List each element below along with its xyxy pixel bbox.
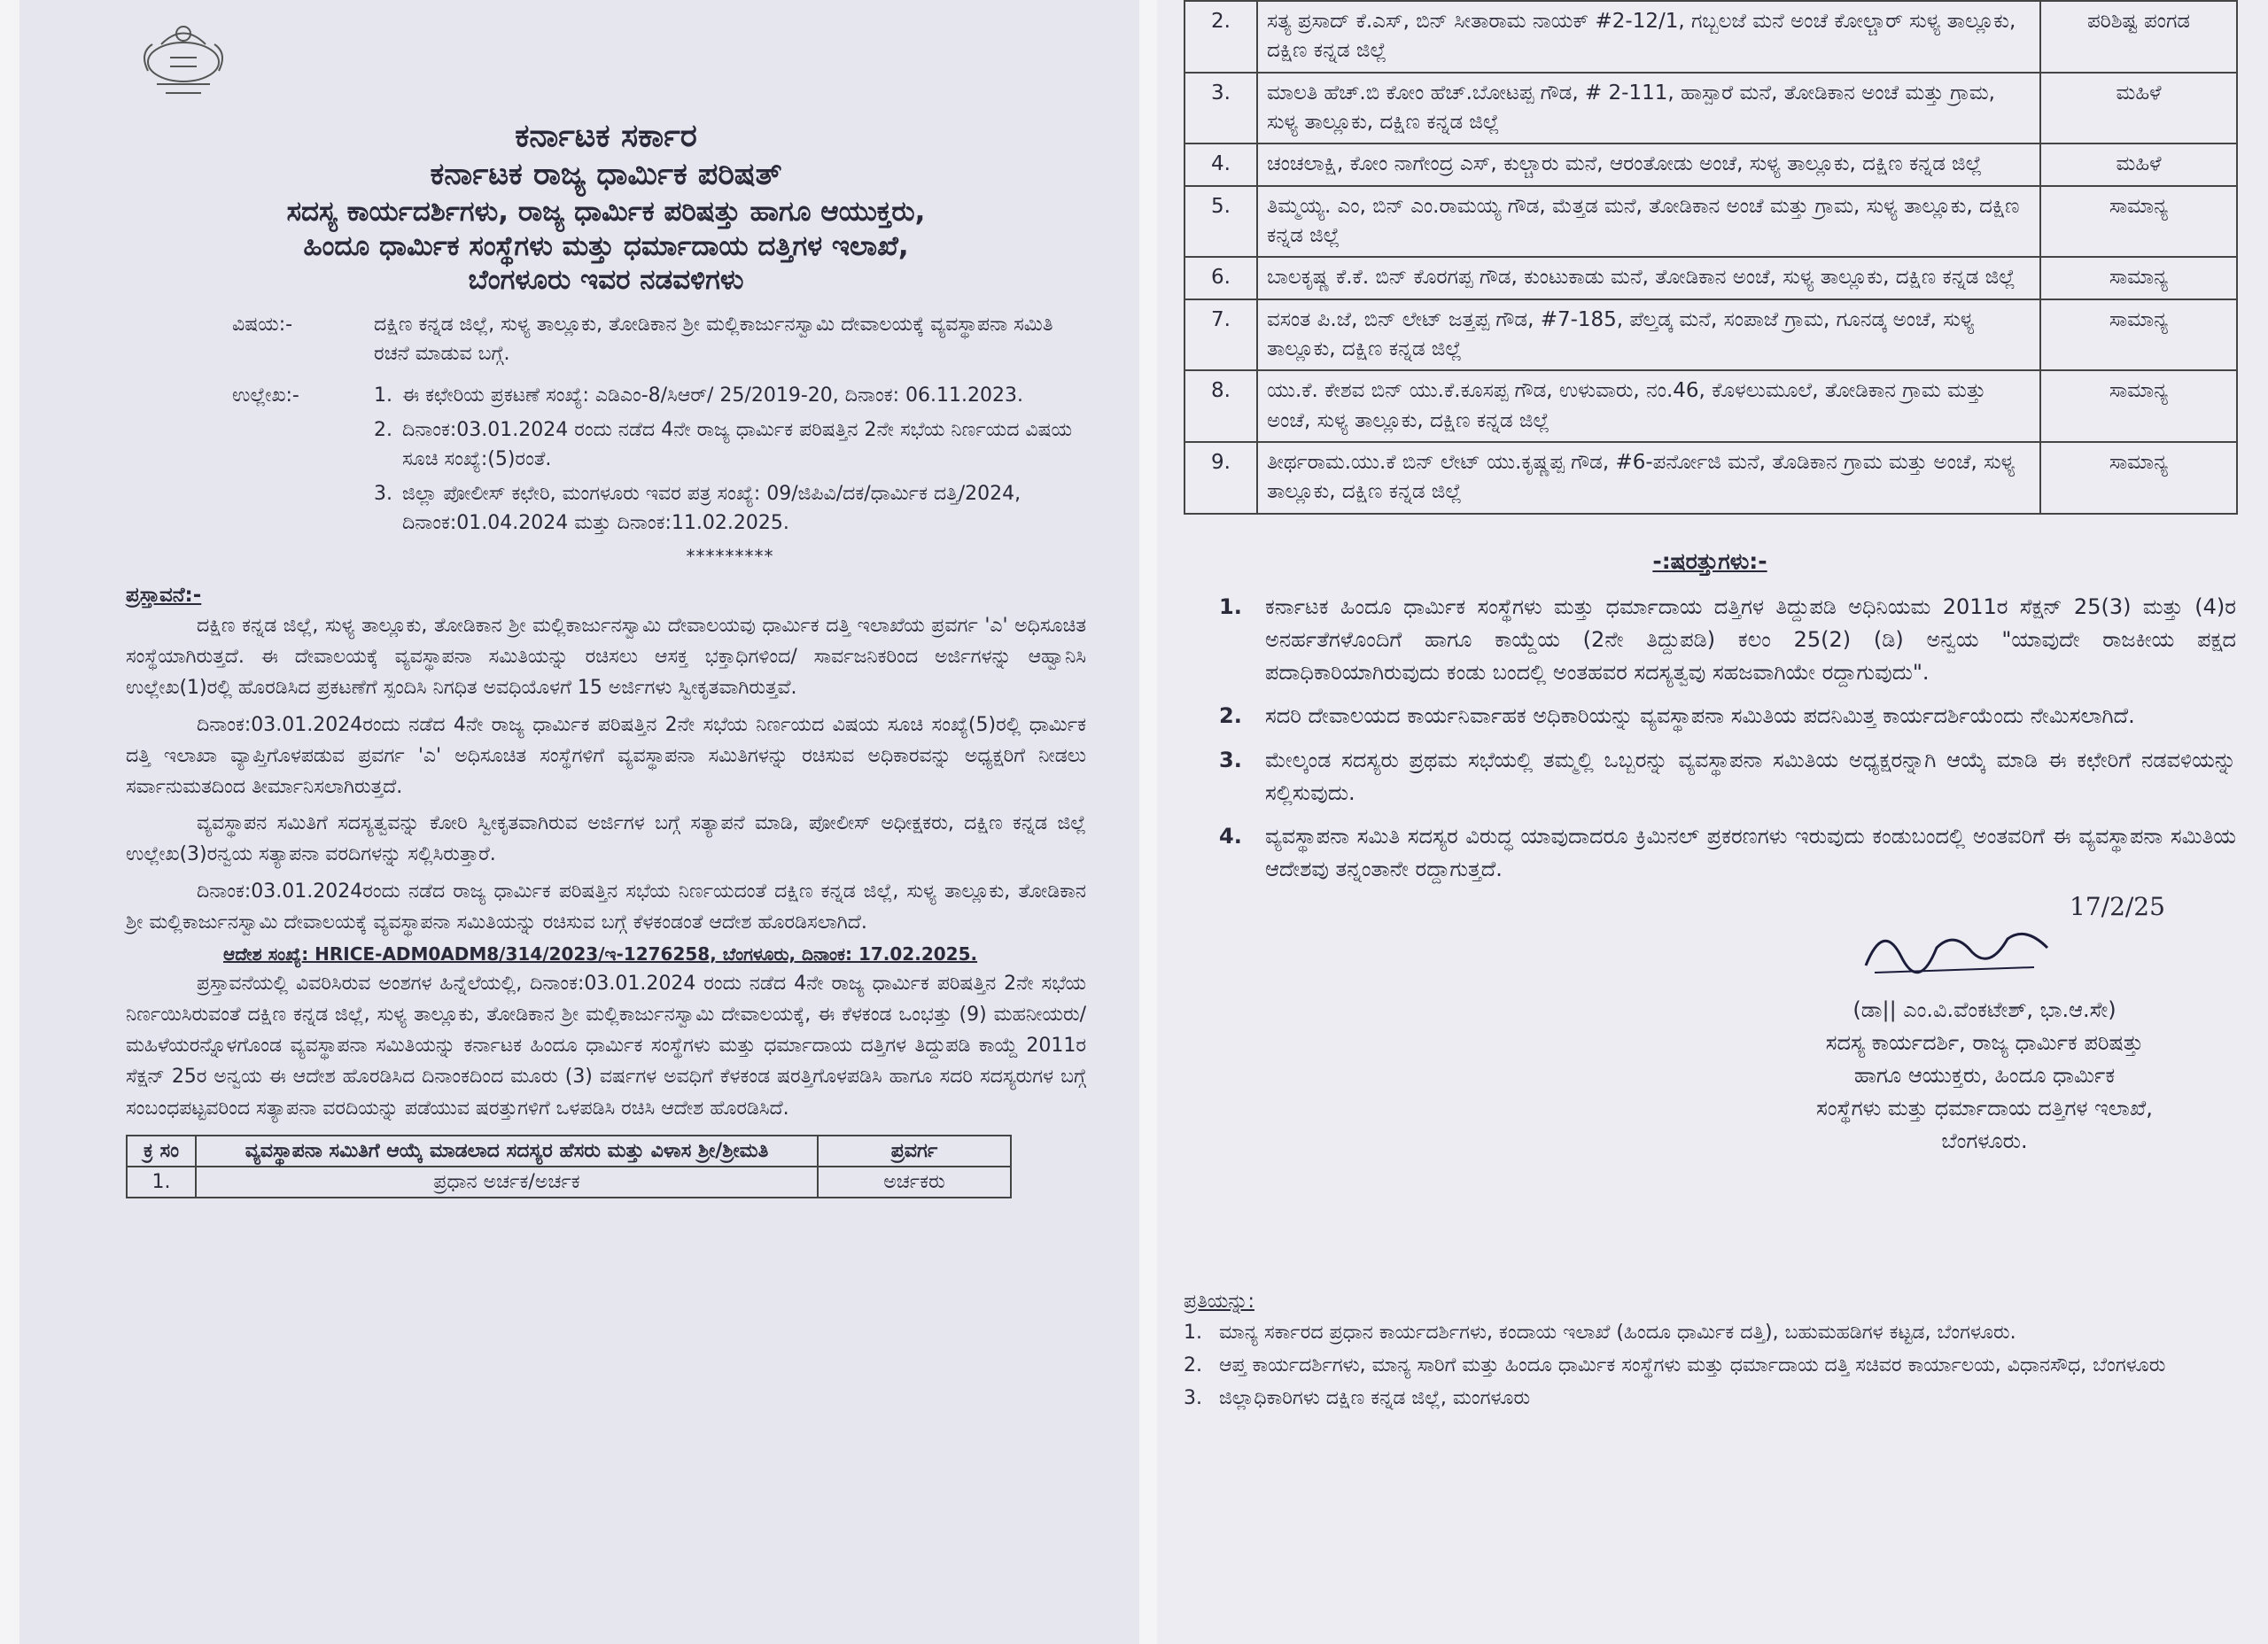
members-table-start (126, 1135, 1012, 1198)
condition-item: 2. ಸದರಿ ದೇವಾಲಯದ ಕಾರ್ಯನಿರ್ವಾಹಕ ಅಧಿಕಾರಿಯನ್ನು ವ್ಯವಸ್ಥಾಪನಾ ಸಮಿತಿಯ ಪದನಿಮಿತ್ತ ಕಾರ್ಯದರ್ಶಿಯೆಂದು ನೇಮಿಸಲಾಗಿದೆ. (1219, 703, 2135, 729)
document-page-left (19, 0, 1139, 1644)
condition-item: 4. ವ್ಯವಸ್ಥಾಪನಾ ಸಮಿತಿ ಸದಸ್ಯರ ವಿರುದ್ಧ ಯಾವುದಾದರೂ ಕ್ರಿಮಿನಲ್ ಪ್ರಕರಣಗಳು ಇರುವುದು ಕಂಡುಬಂದಲ್ಲಿ ಅಂತವರಿಗೆ ಈ ವ್ಯವಸ್ಥಾಪನಾ ಸಮಿತಿಯ ಆದೇಶವು ತನ್ನಂತಾನೇ ರದ್ದಾಗುತ್ತದೆ. (1219, 823, 2236, 882)
copy-item: 3. ಜಿಲ್ಲಾಧಿಕಾರಿಗಳು ದಕ್ಷಿಣ ಕನ್ನಡ ಜಿಲ್ಲೆ, ಮಂಗಳೂರು (1184, 1387, 1531, 1410)
subject-label: ವಿಷಯ:- (232, 314, 293, 336)
table-row: 3. ಮಾಲತಿ ಹೆಚ್.ಬಿ ಕೋಂ ಹೆಚ್.ಬೋಟಪ್ಪ ಗೌಡ, # 2-111, ಹಾಸ್ಪಾರೆ ಮನೆ, ತೋಡಿಕಾನ ಅಂಚೆ ಮತ್ತು ಗ್ರಾಮ, ಸುಳ್ಯ ತಾಲ್ಲೂಕು, ದಕ್ಷಿಣ ಕನ್ನಡ ಜಿಲ್ಲೆ ಮಹಿಳೆ (1184, 73, 2237, 144)
order-paragraph: ಪ್ರಸ್ತಾವನೆಯಲ್ಲಿ ವಿವರಿಸಿರುವ ಅಂಶಗಳ ಹಿನ್ನೆಲೆಯಲ್ಲಿ, ದಿನಾಂಕ:03.01.2024 ರಂದು ನಡೆದ 4ನೇ ರಾಜ್ಯ ಧಾರ್ಮಿಕ ಪರಿಷತ್ತಿನ 2ನೇ ಸಭೆಯ ನಿರ್ಣಯಿಸಿರುವಂತೆ ದಕ್ಷಿಣ ಕನ್ನಡ ಜಿಲ್ಲೆ, ಸುಳ್ಯ ತಾಲ್ಲೂಕು, ತೋಡಿಕಾನ ಶ್ರೀ ಮಲ್ಲಿಕಾರ್ಜುನಸ್ವಾಮಿ ದೇವಾಲಯಕ್ಕೆ, ಈ ಕೆಳಕಂಡ ಒಂಭತ್ತು (9) ಮಹನೀಯರು/ಮಹಿಳೆಯರನ್ನೊಳಗೊಂಡ ವ್ಯವಸ್ಥಾಪನಾ ಸಮಿತಿಯನ್ನು ಕರ್ನಾಟಕ ಹಿಂದೂ ಧಾರ್ಮಿಕ ಸಂಸ್ಥೆಗಳು ಮತ್ತು ಧರ್ಮಾದಾಯ ದತ್ತಿಗಳ ತಿದ್ದುಪಡಿ ಕಾಯ್ದೆ 2011ರ ಸೆಕ್ಷನ್ 25ರ ಅನ್ವಯ ಈ ಆದೇಶ ಹೊರಡಿಸಿದ ದಿನಾಂಕದಿಂದ ಮೂರು (3) ವರ್ಷಗಳ ಅವಧಿಗೆ ಕೆಳಕಂಡ ಷರತ್ತಿಗೊಳಪಡಿಸಿ ಹಾಗೂ ಸದರಿ ಸದಸ್ಯರುಗಳ ಬಗ್ಗೆ ಸಂಬಂಧಪಟ್ಟವರಿಂದ ಸತ್ಯಾಪನಾ ವರದಿಯನ್ನು ಪಡೆಯುವ ಷರತ್ತುಗಳಿಗೆ ಒಳಪಡಿಸಿ ರಚಿಸಿ ಆದೇಶ ಹೊರಡಿಸಿದೆ. (126, 972, 1086, 1120)
signatory-title-line: ಬೆಂಗಳೂರು. (1941, 1128, 2028, 1154)
copy-to-title: ಪ್ರತಿಯನ್ನು: (1184, 1291, 1254, 1314)
government-emblem-icon (126, 18, 241, 102)
signature-block (1184, 892, 2236, 1158)
reference-label: ಉಲ್ಲೇಖ:- (232, 384, 299, 407)
reference-item: 3. ಜಿಲ್ಲಾ ಪೋಲೀಸ್ ಕಛೇರಿ, ಮಂಗಳೂರು ಇವರ ಪತ್ರ ಸಂಖ್ಯೆ: 09/ಜಿಪಿವಿ/ದಕ/ಧಾರ್ಮಿಕ ದತ್ತಿ/2024, ದಿನಾಂಕ:01.04.2024 ಮತ್ತು ದಿನಾಂಕ:11.02.2025. (374, 483, 1021, 534)
separator-stars: ********* (686, 546, 774, 567)
table-row: 8. ಯು.ಕೆ. ಕೇಶವ ಬಿನ್ ಯು.ಕೆ.ಕೂಸಪ್ಪ ಗೌಡ, ಉಳುವಾರು, ನಂ.46, ಕೊಳಲುಮೂಲೆ, ತೋಡಿಕಾನ ಗ್ರಾಮ ಮತ್ತು ಅಂಚೆ, ಸುಳ್ಯ ತಾಲ್ಲೂಕು, ದಕ್ಷಿಣ ಕನ್ನಡ ಜಿಲ್ಲೆ ಸಾಮಾನ್ಯ (1184, 370, 2237, 442)
col-header-category: ಪ್ರವರ್ಗ (818, 1136, 1011, 1167)
order-number: ಆದೇಶ ಸಂಖ್ಯೆ: HRICE-ADM0ADM8/314/2023/ಇ-1276258, ಬೆಂಗಳೂರು, ದಿನಾಂಕ: 17.02.2025. (223, 942, 978, 965)
reference-item: 2. ದಿನಾಂಕ:03.01.2024 ರಂದು ನಡೆದ 4ನೇ ರಾಜ್ಯ ಧಾರ್ಮಿಕ ಪರಿಷತ್ತಿನ 2ನೇ ಸಭೆಯ ನಿರ್ಣಯದ ವಿಷಯ ಸೂಚಿ ಸಂಖ್ಯೆ:(5)ರಂತೆ. (374, 419, 1073, 470)
condition-item: 3. ಮೇಲ್ಕಂಡ ಸದಸ್ಯರು ಪ್ರಥಮ ಸಭೆಯಲ್ಲಿ ತಮ್ಮಲ್ಲಿ ಒಬ್ಬರನ್ನು ವ್ಯವಸ್ಥಾಪನಾ ಸಮಿತಿಯ ಅಧ್ಯಕ್ಷರನ್ನಾಗಿ ಆಯ್ಕೆ ಮಾಡಿ ಈ ಕಛೇರಿಗೆ ನಡವಳಿಯನ್ನು ಸಲ್ಲಿಸುವುದು. (1219, 747, 2236, 805)
subject-text: ದಕ್ಷಿಣ ಕನ್ನಡ ಜಿಲ್ಲೆ, ಸುಳ್ಯ ತಾಲ್ಲೂಕು, ತೋಡಿಕಾನ ಶ್ರೀ ಮಲ್ಲಿಕಾರ್ಜುನಸ್ವಾಮಿ ದೇವಾಲಯಕ್ಕೆ ವ್ಯವಸ್ಥಾಪನಾ ಸಮಿತಿ ರಚನೆ ಮಾಡುವ ಬಗ್ಗೆ. (374, 314, 1053, 365)
table-row: 4. ಚಂಚಲಾಕ್ಷಿ, ಕೋಂ ನಾಗೇಂದ್ರ ಎಸ್, ಕುಲ್ಚಾರು ಮನೆ, ಆರಂತೋಡು ಅಂಚೆ, ಸುಳ್ಯ ತಾಲ್ಲೂಕು, ದಕ್ಷಿಣ ಕನ್ನಡ ಜಿಲ್ಲೆ ಮಹಿಳೆ (1184, 143, 2237, 185)
col-header-sl: ಕ್ರ ಸಂ (127, 1136, 196, 1167)
reference-item: 1. ಈ ಕಛೇರಿಯ ಪ್ರಕಟಣೆ ಸಂಖ್ಯೆ: ಎಡಿಎಂ-8/ಸಿಆರ್/ 25/2019-20, ದಿನಾಂಕ: 06.11.2023. (374, 384, 1023, 407)
table-row: 9. ತೀರ್ಥರಾಮ.ಯು.ಕೆ ಬಿನ್ ಲೇಟ್ ಯು.ಕೃಷ್ಣಪ್ಪ ಗೌಡ, #6-ಪರ್ನೋಜಿ ಮನೆ, ತೊಡಿಕಾನ ಗ್ರಾಮ ಮತ್ತು ಅಂಚೆ, ಸುಳ್ಯ ತಾಲ್ಲೂಕು, ದಕ್ಷಿಣ ಕನ್ನಡ ಜಿಲ್ಲೆ ಸಾಮಾನ್ಯ (1184, 442, 2237, 514)
col-header-name: ವ್ಯವಸ್ಥಾಪನಾ ಸಮಿತಿಗೆ ಆಯ್ಕೆ ಮಾಡಲಾದ ಸದಸ್ಯರ ಹೆಸರು ಮತ್ತು ವಿಳಾಸ ಶ್ರೀ/ಶ್ರೀಮತಿ (196, 1136, 818, 1167)
header-office-line1: ಸದಸ್ಯ ಕಾರ್ಯದರ್ಶಿಗಳು, ರಾಜ್ಯ ಧಾರ್ಮಿಕ ಪರಿಷತ್ತು ಹಾಗೂ ಆಯುಕ್ತರು, (286, 195, 926, 228)
signature-date: 17/2/25 (2070, 892, 2165, 922)
reference-row (126, 381, 1086, 570)
copy-item: 1. ಮಾನ್ಯ ಸರ್ಕಾರದ ಪ್ರಧಾನ ಕಾರ್ಯದರ್ಶಿಗಳು, ಕಂದಾಯ ಇಲಾಖೆ (ಹಿಂದೂ ಧಾರ್ಮಿಕ ದತ್ತಿ), ಬಹುಮಹಡಿಗಳ ಕಟ್ಟಡ, ಬೆಂಗಳೂರು. (1184, 1322, 2016, 1345)
preamble-paragraph: ವ್ಯವಸ್ಥಾಪನ ಸಮಿತಿಗೆ ಸದಸ್ಯತ್ವವನ್ನು ಕೋರಿ ಸ್ವೀಕೃತವಾಗಿರುವ ಅರ್ಜಿಗಳ ಬಗ್ಗೆ ಸತ್ಯಾಪನೆ ಮಾಡಿ, ಪೋಲೀಸ್ ಅಧೀಕ್ಷಕರು, ದಕ್ಷಿಣ ಕನ್ನಡ ಜಿಲ್ಲೆ ಉಲ್ಲೇಖ(3)ರನ್ವಯ ಸತ್ಯಾಪನಾ ವರದಿಗಳನ್ನು ಸಲ್ಲಿಸಿರುತ್ತಾರೆ. (126, 812, 1086, 866)
preamble-title: ಪ್ರಸ್ತಾವನೆ:- (126, 584, 202, 607)
subject-row (126, 310, 1086, 368)
signatory-title-line: ಸಂಸ್ಥೆಗಳು ಮತ್ತು ಧರ್ಮಾದಾಯ ದತ್ತಿಗಳ ಇಲಾಖೆ, (1816, 1096, 2153, 1121)
table-row: 7. ವಸಂತ ಪಿ.ಜೆ, ಬಿನ್ ಲೇಟ್ ಜತ್ತಪ್ಪ ಗೌಡ, #7-185, ಪೆಲ್ತಡ್ಕ ಮನೆ, ಸಂಪಾಜೆ ಗ್ರಾಮ, ಗೂನಡ್ಕ ಅಂಚೆ, ಸುಳ್ಯ ತಾಲ್ಲೂಕು, ದಕ್ಷಿಣ ಕನ್ನಡ ಜಿಲ್ಲೆ ಸಾಮಾನ್ಯ (1184, 299, 2237, 371)
copy-item: 2. ಆಪ್ತ ಕಾರ್ಯದರ್ಶಿಗಳು, ಮಾನ್ಯ ಸಾರಿಗೆ ಮತ್ತು ಹಿಂದೂ ಧಾರ್ಮಿಕ ಸಂಸ್ಥೆಗಳು ಮತ್ತು ಧರ್ಮಾದಾಯ ದತ್ತಿ ಸಚಿವರ ಕಾರ್ಯಾಲಯ, ವಿಧಾನಸೌಧ, ಬೆಂಗಳೂರು (1184, 1354, 2166, 1377)
table-row: 2. ಸತ್ಯ ಪ್ರಸಾದ್ ಕೆ.ಎಸ್, ಬಿನ್ ಸೀತಾರಾಮ ನಾಯಕ್ #2-12/1, ಗಬ್ಬಲಜೆ ಮನೆ ಅಂಚೆ ಕೋಲ್ಚಾರ್ ಸುಳ್ಯ ತಾಲ್ಲೂಕು, ದಕ್ಷಿಣ ಕನ್ನಡ ಜಿಲ್ಲೆ ಪರಿಶಿಷ್ಟ ಪಂಗಡ (1184, 1, 2237, 73)
preamble-paragraph: ದಕ್ಷಿಣ ಕನ್ನಡ ಜಿಲ್ಲೆ, ಸುಳ್ಯ ತಾಲ್ಲೂಕು, ತೋಡಿಕಾನ ಶ್ರೀ ಮಲ್ಲಿಕಾರ್ಜುನಸ್ವಾಮಿ ದೇವಾಲಯವು ಧಾರ್ಮಿಕ ದತ್ತಿ ಇಲಾಖೆಯ ಪ್ರವರ್ಗ 'ಎ' ಅಧಿಸೂಚಿತ ಸಂಸ್ಥೆಯಾಗಿರುತ್ತದೆ. ಈ ದೇವಾಲಯಕ್ಕೆ ವ್ಯವಸ್ಥಾಪನಾ ಸಮಿತಿಯನ್ನು ರಚಿಸಲು ಆಸಕ್ತ ಭಕ್ತಾಧಿಗಳಿಂದ/ ಸಾರ್ವಜನಿಕರಿಂದ ಅರ್ಜಿಗಳನ್ನು ಆಹ್ವಾನಿಸಿ ಉಲ್ಲೇಖ(1)ರಲ್ಲಿ ಹೊರಡಿಸಿದ ಪ್ರಕಟಣೆಗೆ ಸ್ಪಂದಿಸಿ ನಿಗಧಿತ ಅವಧಿಯೊಳಗೆ 15 ಅರ್ಜಿಗಳು ಸ್ವೀಕೃತವಾಗಿರುತ್ತವೆ. (126, 615, 1086, 700)
document-page-right (1157, 0, 2268, 1644)
reference-list (374, 381, 1086, 538)
header-office-line2: ಹಿಂದೂ ಧಾರ್ಮಿಕ ಸಂಸ್ಥೆಗಳು ಮತ್ತು ಧರ್ಮಾದಾಯ ದತ್ತಿಗಳ ಇಲಾಖೆ, (303, 229, 909, 262)
header-government: ಕರ್ನಾಟಕ ಸರ್ಕಾರ (515, 118, 697, 154)
signatory-title-line: ಸದಸ್ಯ ಕಾರ್ಯದರ್ಶಿ, ರಾಜ್ಯ ಧಾರ್ಮಿಕ ಪರಿಷತ್ತು (1825, 1029, 2144, 1055)
copy-to-list (1184, 1318, 2236, 1413)
table-row: 5. ತಿಮ್ಮಯ್ಯ. ಎಂ, ಬಿನ್ ಎಂ.ರಾಮಯ್ಯ ಗೌಡ, ಮೆತ್ತಡ ಮನೆ, ತೋಡಿಕಾನ ಅಂಚೆ ಮತ್ತು ಗ್ರಾಮ, ಸುಳ್ಯ ತಾಲ್ಲೂಕು, ದಕ್ಷಿಣ ಕನ್ನಡ ಜಿಲ್ಲೆ ಸಾಮಾನ್ಯ (1184, 186, 2237, 258)
condition-item: 1. ಕರ್ನಾಟಕ ಹಿಂದೂ ಧಾರ್ಮಿಕ ಸಂಸ್ಥೆಗಳು ಮತ್ತು ಧರ್ಮಾದಾಯ ದತ್ತಿಗಳ ತಿದ್ದುಪಡಿ ಅಧಿನಿಯಮ 2011ರ ಸೆಕ್ಷನ್ 25(3) ಮತ್ತು (4)ರ ಅನರ್ಹತೆಗಳೊಂದಿಗೆ ಹಾಗೂ ಕಾಯ್ದೆಯ (2ನೇ ತಿದ್ದುಪಡಿ) ಕಲಂ 25(2) (ಡಿ) ಅನ್ವಯ "ಯಾವುದೇ ರಾಜಕೀಯ ಪಕ್ಷದ ಪದಾಧಿಕಾರಿಯಾಗಿರುವುದು ಕಂಡು ಬಂದಲ್ಲಿ ಅಂತಹವರ ಸದಸ್ಯತ್ವವು ಸಹಜವಾಗಿಯೇ ರದ್ದಾಗುವುದು". (1219, 593, 2236, 686)
signatory-name: (ಡಾ|| ಎಂ.ವಿ.ವೆಂಕಟೇಶ್, ಭಾ.ಆ.ಸೇ) (1852, 996, 2117, 1022)
header-office-line3: ಬೆಂಗಳೂರು ಇವರ ನಡವಳಿಗಳು (468, 264, 744, 297)
members-table (1184, 0, 2238, 515)
header-council: ಕರ್ನಾಟಕ ರಾಜ್ಯ ಧಾರ್ಮಿಕ ಪರಿಷತ್ (430, 157, 782, 192)
handwritten-signature-icon (1857, 912, 2061, 983)
preamble-paragraph: ದಿನಾಂಕ:03.01.2024ರಂದು ನಡೆದ 4ನೇ ರಾಜ್ಯ ಧಾರ್ಮಿಕ ಪರಿಷತ್ತಿನ 2ನೇ ಸಭೆಯ ನಿರ್ಣಯದ ವಿಷಯ ಸೂಚಿ ಸಂಖ್ಯೆ(5)ರಲ್ಲಿ ಧಾರ್ಮಿಕ ದತ್ತಿ ಇಲಾಖಾ ವ್ಯಾಪ್ತಿಗೊಳಪಡುವ ಪ್ರವರ್ಗ 'ಎ' ಅಧಿಸೂಚಿತ ಸಂಸ್ಥೆಗಳಿಗೆ ವ್ಯವಸ್ಥಾಪನಾ ಸಮಿತಿಗಳನ್ನು ರಚಿಸುವ ಅಧಿಕಾರವನ್ನು ಅಧ್ಯಕ್ಷರಿಗೆ ನೀಡಲು ಸರ್ವಾನುಮತದಿಂದ ತೀರ್ಮಾನಿಸಲಾಗಿರುತ್ತದೆ. (126, 713, 1086, 798)
preamble-paragraph: ದಿನಾಂಕ:03.01.2024ರಂದು ನಡೆದ ರಾಜ್ಯ ಧಾರ್ಮಿಕ ಪರಿಷತ್ತಿನ ಸಭೆಯ ನಿರ್ಣಯದಂತೆ ದಕ್ಷಿಣ ಕನ್ನಡ ಜಿಲ್ಲೆ, ಸುಳ್ಯ ತಾಲ್ಲೂಕು, ತೋಡಿಕಾನ ಶ್ರೀ ಮಲ್ಲಿಕಾರ್ಜುನಸ್ವಾಮಿ ದೇವಾಲಯಕ್ಕೆ ವ್ಯವಸ್ಥಾಪನಾ ಸಮಿತಿಯನ್ನು ರಚಿಸುವ ಬಗ್ಗೆ ಕೆಳಕಂಡಂತೆ ಆದೇಶ ಹೊರಡಿಸಲಾಗಿದೆ. (126, 880, 1086, 934)
conditions-list (1184, 591, 2236, 887)
conditions-title: -:ಷರತ್ತುಗಳು:- (1652, 547, 1767, 574)
table-row: 1. ಪ್ರಧಾನ ಅರ್ಚಕ/ಅರ್ಚಕ ಅರ್ಚಕರು (127, 1167, 1011, 1198)
signatory-title-line: ಹಾಗೂ ಆಯುಕ್ತರು, ಹಿಂದೂ ಧಾರ್ಮಿಕ (1853, 1062, 2116, 1088)
table-row: 6. ಬಾಲಕೃಷ್ಣ ಕೆ.ಕೆ. ಬಿನ್ ಕೊರಗಪ್ಪ ಗೌಡ, ಕುಂಟುಕಾಡು ಮನೆ, ತೋಡಿಕಾನ ಅಂಚೆ, ಸುಳ್ಯ ತಾಲ್ಲೂಕು, ದಕ್ಷಿಣ ಕನ್ನಡ ಜಿಲ್ಲೆ ಸಾಮಾನ್ಯ (1184, 257, 2237, 299)
